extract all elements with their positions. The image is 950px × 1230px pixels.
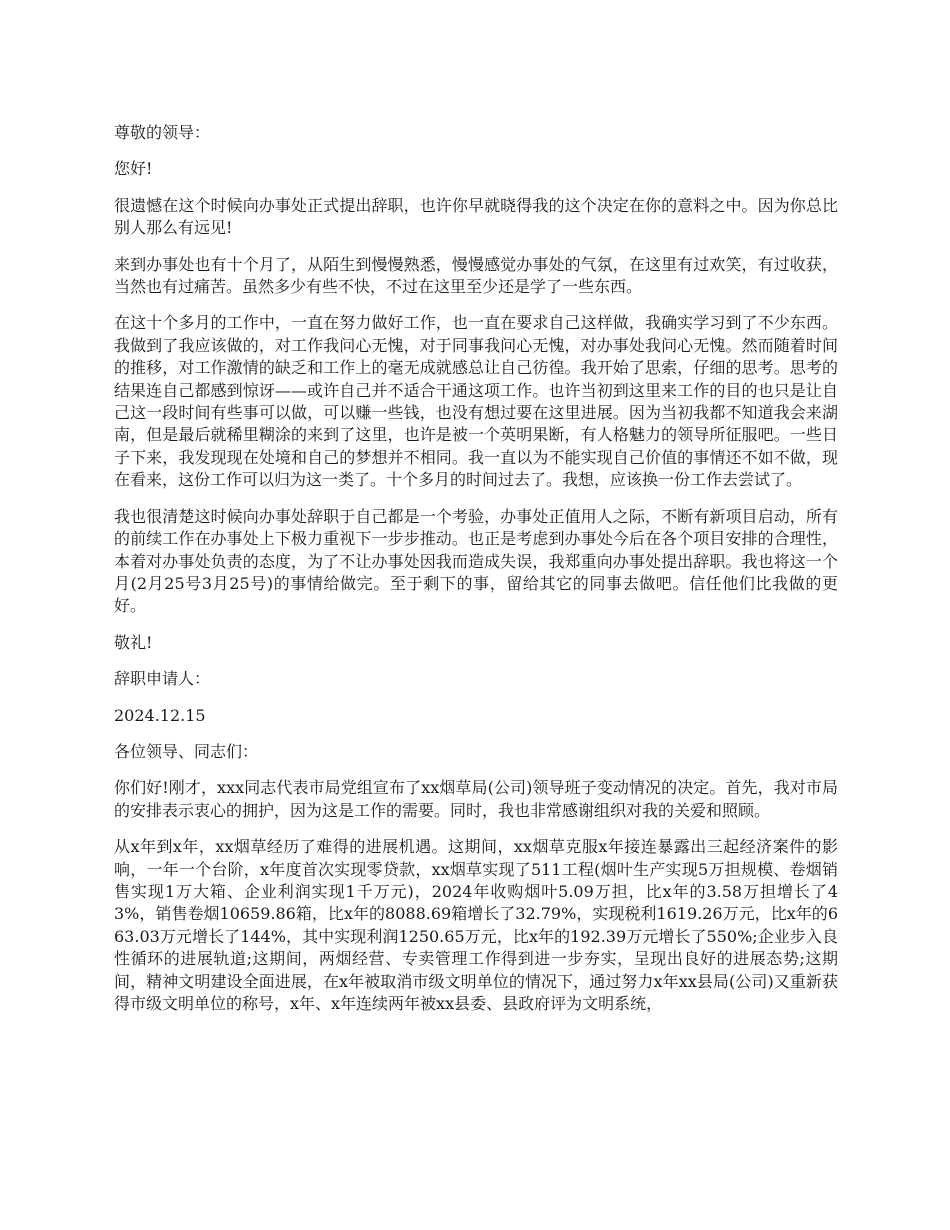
body-paragraph: 来到办事处也有十个月了，从陌生到慢慢熟悉，慢慢感觉办事处的气氛，在这里有过欢笑，有过收获，当然也有过痛苦。虽然多少有些不快，不过在这里至少还是学了一些东西。 [114, 254, 838, 297]
speech-salutation: 各位领导、同志们： [114, 741, 259, 761]
body-paragraph: 很遗憾在这个时候向办事处正式提出辞职，也许你早就晓得我的这个决定在你的意料之中。因为你总比别人那么有远见! [114, 195, 838, 238]
greeting: 您好! [114, 159, 153, 179]
signature-label: 辞职申请人： [114, 669, 211, 689]
body-paragraph: 在这十个多月的工作中，一直在努力做好工作，也一直在要求自己这样做，我确实学习到了不少东西。我做到了我应该做的，对工作我问心无愧，对于同事我问心无愧，对办事处我问心无愧。然而随着时间的推移，对工作激情的缺乏和工作上的毫无成就感总让自己彷徨。我开始了思索，仔细的思考。思考的结果连自己都感到惊讶——或许自己并不适合干通这项工作。也许当初到这里来工作的目的也只是让自己这一段时间有些事可以做，可以赚一些钱，也没有想过要在这里进展。因为当初我都不知道我会来湖南，但是最后就稀里糊涂的来到了这里，也许是被一个英明果断，有人格魅力的领导所征服吧。一些日子下来，我发现现在处境和自己的梦想并不相同。我一直以为不能实现自己价值的事情还不如不做，现在看来，这份工作可以归为这一类了。十个多月的时间过去了。我想，应该换一份工作去尝试了。 [114, 313, 838, 490]
document-body [114, 122, 838, 1029]
closing: 敬礼! [114, 632, 153, 652]
speech-paragraph: 你们好!刚才，xxx同志代表市局党组宣布了xx烟草局(公司)领导班子变动情况的决定。首先，我对市局的安排表示衷心的拥护，因为这是工作的需要。同时，我也非常感谢组织对我的关爱和照顾。 [114, 778, 838, 820]
salutation: 尊敬的领导： [114, 123, 211, 142]
body-paragraph: 我也很清楚这时候向办事处辞职于自己都是一个考验，办事处正值用人之际，不断有新项目启动，所有的前续工作在办事处上下极力重视下一步步推动。也正是考虑到办事处今后在各个项目安排的合理性，本着对办事处负责的态度，为了不让办事处因我而造成失误，我郑重向办事处提出辞职。我也将这一个月(2月25号3月25号)的事情给做完。至于剩下的事，留给其它的同事去做吧。信任他们比我做的更好。 [114, 506, 838, 616]
date: 2024.12.15 [114, 705, 206, 725]
speech-paragraph: 从x年到x年，xx烟草经历了难得的进展机遇。这期间，xx烟草克服x年接连暴露出三起经济案件的影响，一年一个台阶，x年度首次实现零贷款，xx烟草实现了511工程(烟叶生产实现5万担规模、卷烟销售实现1万大箱、企业利润实现1千万元)，2024年收购烟叶5.09万担，比x年的3.58万担增长了43%，销售卷烟10659.86箱，比x年的8088.69箱增长了32.79%，实现税利1619.26万元，比x年的663.03万元增长了144%，其中实现利润1250.65万元，比x年的192.39万元增长了550%;企业步入良性循环的进展轨道;这期间，两烟经营、专卖管理工作得到进一步夯实，呈现出良好的进展态势;这期间，精神文明建设全面进展，在x年被取消市级文明单位的情况下，通过努力x年xx县局(公司)又重新获得市级文明单位的称号，x年、x年连续两年被xx县委、县政府评为文明系统， [114, 837, 838, 1013]
